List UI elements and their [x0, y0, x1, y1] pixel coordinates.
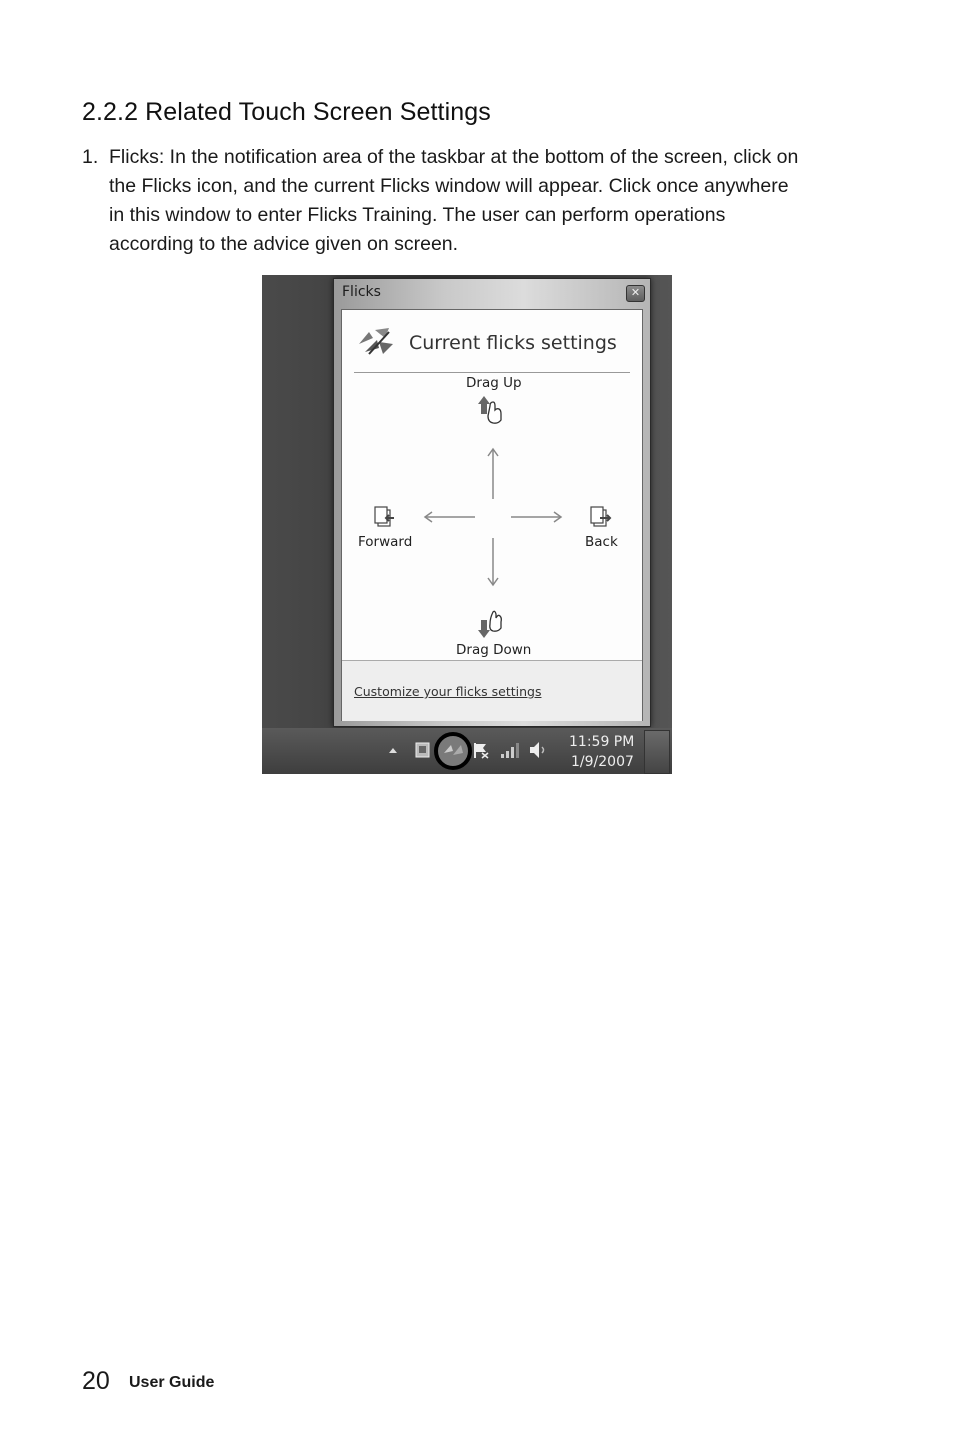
drag-up-label: Drag Up: [466, 375, 522, 391]
tray-app-icon[interactable]: [414, 741, 432, 759]
body-title: Current flicks settings: [409, 332, 617, 354]
step-line: the Flicks icon, and the current Flicks window will appear. Click once anywhere: [109, 175, 789, 197]
back-page-icon: [588, 506, 614, 530]
tray-up-arrow-icon[interactable]: [388, 746, 398, 754]
forward-label: Forward: [358, 534, 413, 550]
flick-directions-diagram: [342, 310, 642, 640]
back-label: Back: [585, 534, 618, 550]
hand-down-icon: [478, 608, 506, 640]
section-heading: 2.2.2 Related Touch Screen Settings: [82, 98, 491, 126]
window-title: Flicks: [342, 284, 381, 300]
flicks-window[interactable]: [333, 278, 651, 727]
tray-flag-icon[interactable]: [472, 741, 490, 759]
taskbar: [262, 728, 672, 774]
flicks-screenshot: [262, 275, 672, 774]
step-text: [109, 143, 869, 259]
footer-label: User Guide: [129, 1374, 215, 1391]
volume-icon[interactable]: [528, 740, 548, 760]
show-desktop-button[interactable]: [644, 730, 670, 774]
window-footer: [342, 660, 642, 721]
customize-flicks-link[interactable]: Customize your flicks settings: [354, 684, 542, 699]
drag-down-label: Drag Down: [456, 642, 532, 658]
step-number: 1.: [82, 146, 99, 168]
network-icon[interactable]: [500, 741, 520, 759]
step-line: according to the advice given on screen.: [109, 233, 459, 255]
window-body[interactable]: [341, 309, 643, 721]
forward-page-icon: [372, 506, 398, 530]
step-line: Flicks: In the notification area of the taskbar at the bottom of the screen, click on: [109, 146, 799, 168]
clock-time[interactable]: 11:59 PM: [569, 734, 635, 750]
step-line: in this window to enter Flicks Training. The user can perform operations: [109, 204, 726, 226]
close-button[interactable]: ✕: [626, 285, 645, 302]
page-number: 20: [82, 1367, 110, 1395]
clock-date[interactable]: 1/9/2007: [571, 754, 634, 770]
flicks-tray-icon-highlighted[interactable]: [433, 731, 473, 771]
